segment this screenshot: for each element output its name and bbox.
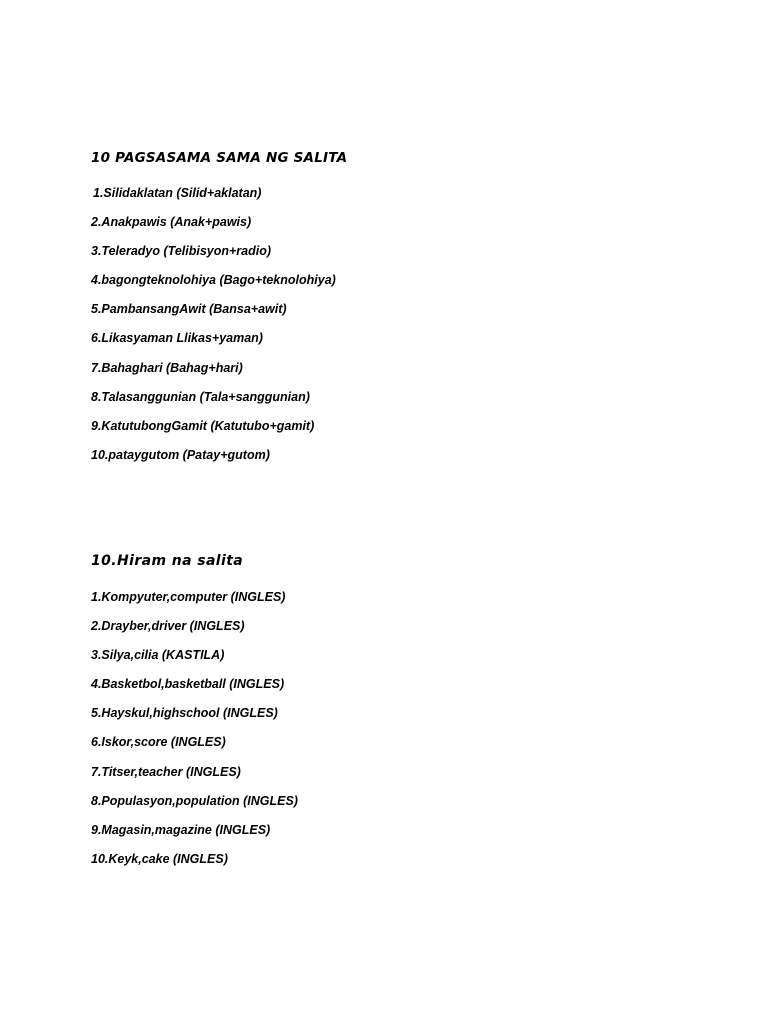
list-item: 7.Titser,teacher (INGLES) [91,764,241,779]
section-title-pagsasama: 10 PAGSASAMA SAMA NG SALITA [91,150,348,166]
list-item: 2.Anakpawis (Anak+pawis) [91,215,252,230]
list-item: 9.Magasin,magazine (INGLES) [91,822,271,837]
list-item: 10.pataygutom (Patay+gutom) [91,447,270,462]
list-item: 9.KatutubongGamit (Katutubo+gamit) [91,418,315,433]
borrowed-words-list [91,583,298,874]
list-item: 3.Teleradyo (Telibisyon+radio) [91,244,272,259]
list-item: 8.Populasyon,population (INGLES) [91,793,298,808]
list-item: 5.Hayskul,highschool (INGLES) [91,706,278,721]
list-item: 7.Bahaghari (Bahag+hari) [91,360,243,375]
list-item: 5.PambansangAwit (Bansa+awit) [91,302,287,317]
list-item: 4.Basketbol,basketball (INGLES) [91,677,285,692]
list-item: 8.Talasanggunian (Tala+sanggunian) [91,389,310,404]
list-item: 4.bagongteknolohiya (Bago+teknolohiya) [91,273,336,288]
list-item: 6.Likasyaman Llikas+yaman) [91,331,263,346]
list-item: 1.Kompyuter,computer (INGLES) [91,590,286,604]
section-title-hiram: 10.Hiram na salita [91,553,244,569]
list-item: 2.Drayber,driver (INGLES) [91,619,245,634]
list-item: 3.Silya,cilia (KASTILA) [91,648,225,663]
list-item: 1.Silidaklatan (Silid+aklatan) [93,186,262,200]
list-item: 6.Iskor,score (INGLES) [91,735,226,750]
list-item: 10.Keyk,cake (INGLES) [91,851,228,866]
compound-words-list [91,179,336,470]
